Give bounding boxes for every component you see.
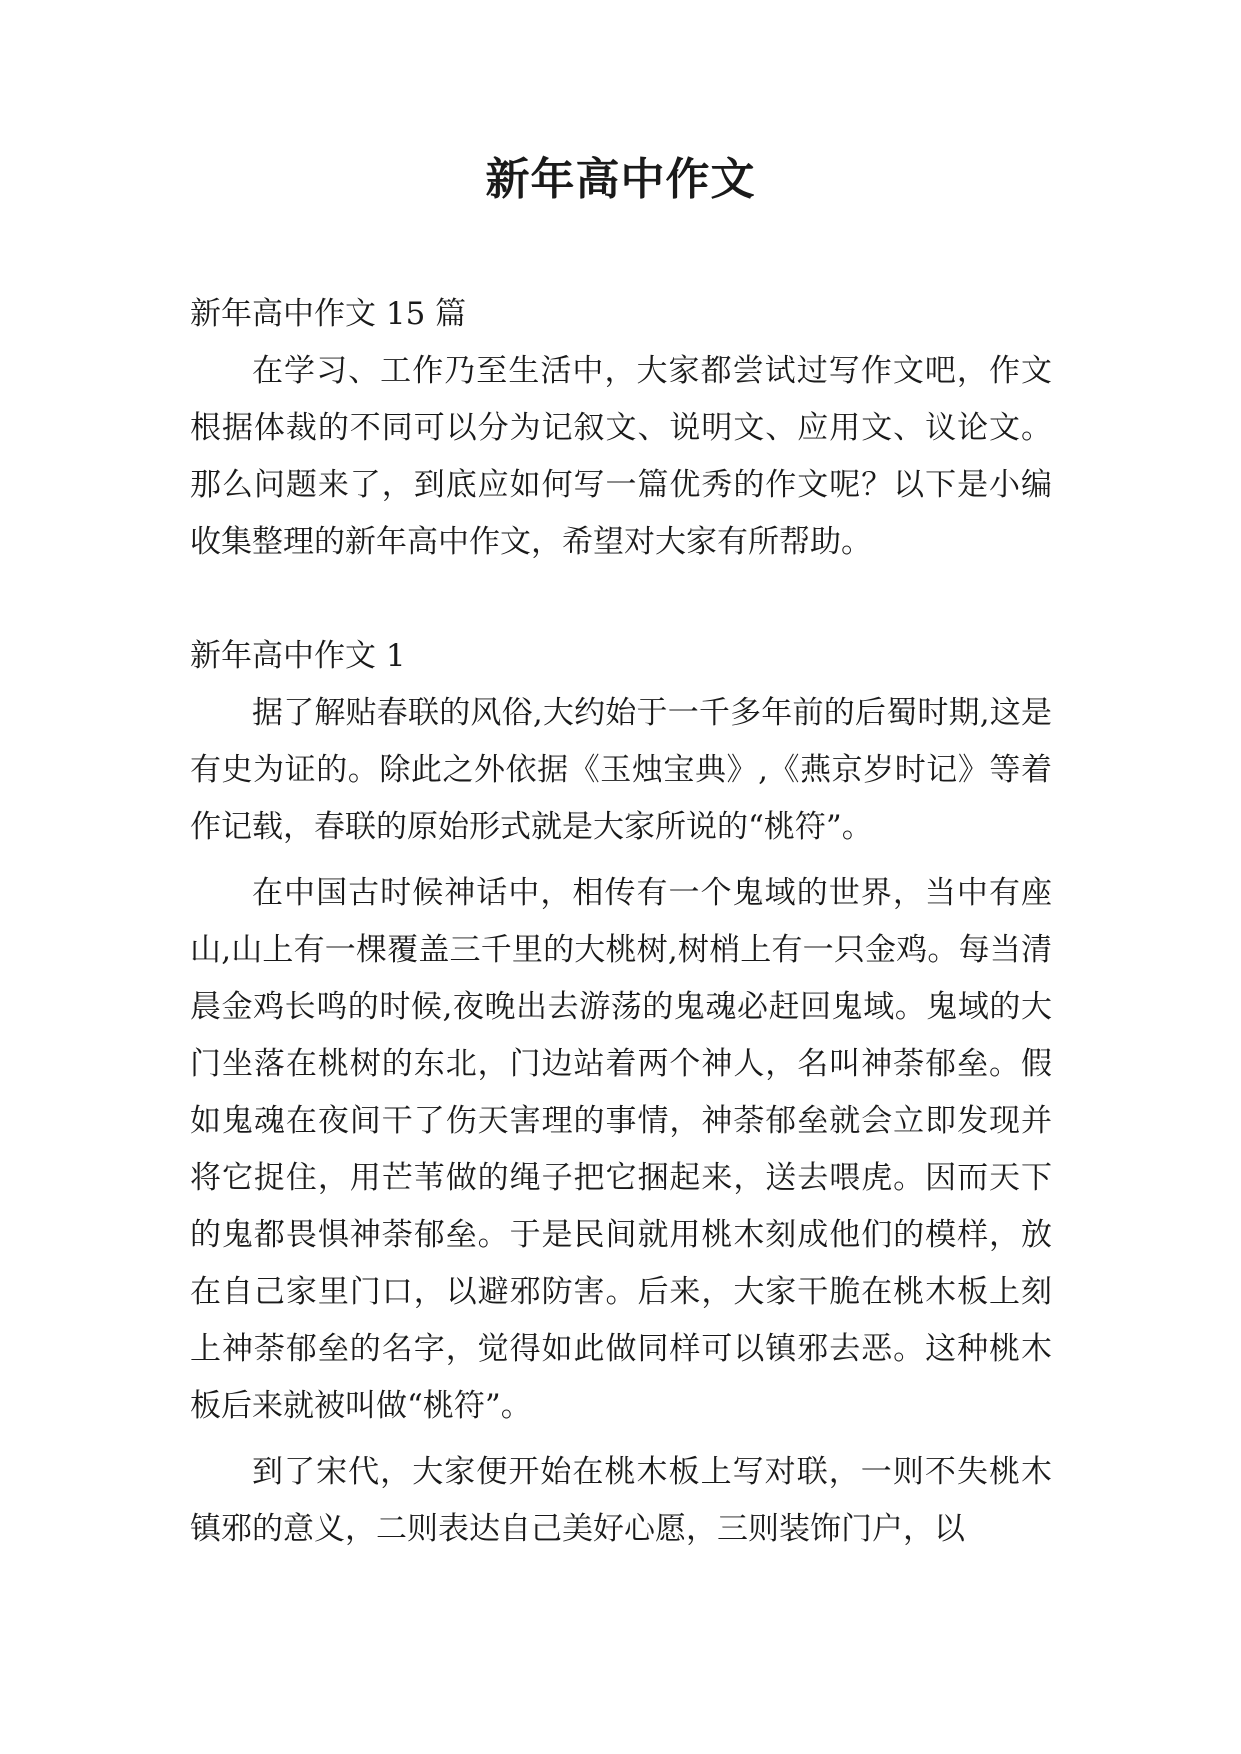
- essay-paragraph: 在中国古时候神话中，相传有一个鬼域的世界，当中有座山,山上有一棵覆盖三千里的大桃树,树梢上有一只金鸡。每当清晨金鸡长鸣的时候,夜晚出去游荡的鬼魂必赶回鬼域。鬼域的大门坐落在桃树的东北，门边站着两个神人，名叫神荼郁垒。假如鬼魂在夜间干了伤天害理的事情，神荼郁垒就会立即发现并将它捉住，用芒苇做的绳子把它捆起来，送去喂虎。因而天下的鬼都畏惧神荼郁垒。于是民间就用桃木刻成他们的模样，放在自己家里门口，以避邪防害。后来，大家干脆在桃木板上刻上神荼郁垒的名字，觉得如此做同样可以镇邪去恶。这种桃木板后来就被叫做“桃符”。: [190, 875, 1052, 1424]
- collection-heading: 新年高中作文 15 篇: [190, 296, 467, 332]
- essay-paragraph: 到了宋代，大家便开始在桃木板上写对联，一则不失桃木镇邪的意义，二则表达自己美好心愿，三则装饰门户，以: [190, 1454, 1052, 1547]
- intro-paragraph: 在学习、工作乃至生活中，大家都尝试过写作文吧，作文根据体裁的不同可以分为记叙文、说明文、应用文、议论文。那么问题来了，到底应如何写一篇优秀的作文呢？以下是小编收集整理的新年高中作文，希望对大家有所帮助。: [190, 353, 1052, 560]
- document-title: 新年高中作文: [485, 154, 756, 205]
- essay-paragraph: 据了解贴春联的风俗,大约始于一千多年前的后蜀时期,这是有史为证的。除此之外依据《玉烛宝典》,《燕京岁时记》等着作记载，春联的原始形式就是大家所说的“桃符”。: [190, 695, 1052, 845]
- essay-heading: 新年高中作文 1: [190, 638, 406, 674]
- document-body: [190, 286, 1052, 1558]
